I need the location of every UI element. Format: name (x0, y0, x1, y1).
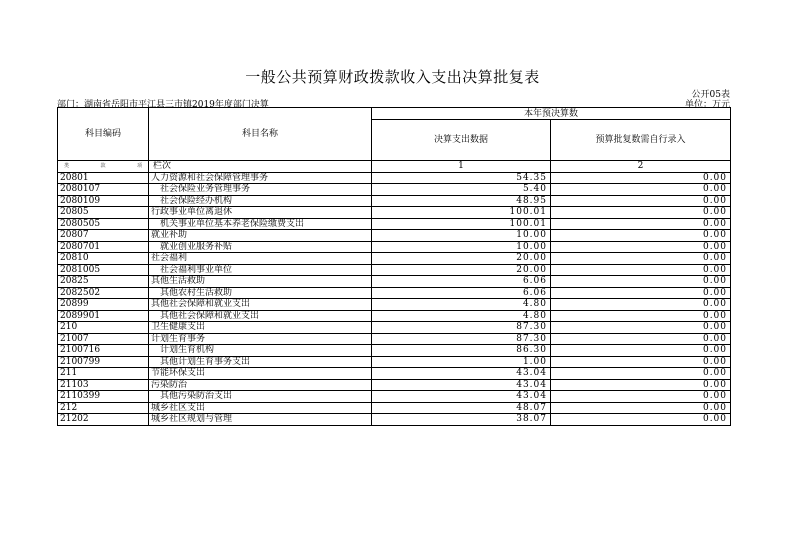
row-value-budget: 0.00 (551, 310, 731, 322)
table-row (58, 207, 731, 219)
row-value-actual: 100.01 (372, 207, 551, 219)
table-row (58, 368, 731, 380)
row-value-budget: 0.00 (551, 195, 731, 207)
table-row (58, 287, 731, 299)
row-value-budget: 0.00 (551, 333, 731, 345)
row-code: 2100716 (58, 345, 149, 357)
row-name: 就业补助 (149, 230, 372, 242)
table-row (58, 310, 731, 322)
row-value-actual: 20.00 (372, 253, 551, 265)
row-code: 210 (58, 322, 149, 334)
row-name: 机关事业单位基本养老保险缴费支出 (149, 218, 372, 230)
row-code: 21202 (58, 414, 149, 426)
budget-table (57, 107, 731, 426)
table-row (58, 345, 731, 357)
table-row (58, 333, 731, 345)
row-name: 社会保险经办机构 (149, 195, 372, 207)
department-label: 部门：湖南省岳阳市平江县三市镇2019年度部门决算 (57, 100, 269, 110)
row-value-budget: 0.00 (551, 241, 731, 253)
row-value-actual: 4.80 (372, 299, 551, 311)
row-value-budget: 0.00 (551, 368, 731, 380)
row-name: 节能环保支出 (149, 368, 372, 380)
sub-label-item: 项 (136, 163, 142, 170)
row-code: 20805 (58, 207, 149, 219)
row-value-actual: 38.07 (372, 414, 551, 426)
row-value-actual: 20.00 (372, 264, 551, 276)
row-value-budget: 0.00 (551, 230, 731, 242)
sub-label-class: 类 (64, 163, 70, 170)
row-name: 社会福利事业单位 (149, 264, 372, 276)
row-value-budget: 0.00 (551, 414, 731, 426)
row-code: 2100799 (58, 356, 149, 368)
row-name: 卫生健康支出 (149, 322, 372, 334)
row-value-budget: 0.00 (551, 402, 731, 414)
row-code: 20801 (58, 172, 149, 184)
table-row (58, 218, 731, 230)
row-value-actual: 48.95 (372, 195, 551, 207)
code-header: 科目编码 (58, 108, 149, 161)
table-row (58, 276, 731, 288)
row-value-budget: 0.00 (551, 391, 731, 403)
row-value-actual: 54.35 (372, 172, 551, 184)
row-value-budget: 0.00 (551, 345, 731, 357)
row-value-actual: 48.07 (372, 402, 551, 414)
page-title: 一般公共预算财政拨款收入支出决算批复表 (245, 68, 540, 86)
row-value-actual: 87.30 (372, 322, 551, 334)
table-row (58, 264, 731, 276)
row-code: 20810 (58, 253, 149, 265)
row-value-budget: 0.00 (551, 218, 731, 230)
table-row (58, 230, 731, 242)
row-value-actual: 100.01 (372, 218, 551, 230)
sub-labels-cell (58, 161, 149, 173)
row-code: 2080109 (58, 195, 149, 207)
row-name: 其他生活救助 (149, 276, 372, 288)
row-name: 其他社会保障和就业支出 (149, 299, 372, 311)
row-value-actual: 5.40 (372, 184, 551, 196)
table-row (58, 379, 731, 391)
table-row (58, 299, 731, 311)
row-value-budget: 0.00 (551, 207, 731, 219)
row-name: 行政事业单位离退休 (149, 207, 372, 219)
row-value-budget: 0.00 (551, 184, 731, 196)
row-name: 城乡社区规划与管理 (149, 414, 372, 426)
unit-label: 单位：万元 (684, 100, 730, 110)
row-code: 2080107 (58, 184, 149, 196)
row-code: 20825 (58, 276, 149, 288)
table-row (58, 184, 731, 196)
row-value-actual: 86.30 (372, 345, 551, 357)
row-value-budget: 0.00 (551, 253, 731, 265)
col2-header: 预算批复数需自行录入 (551, 120, 731, 161)
table-row (58, 241, 731, 253)
table-row (58, 195, 731, 207)
row-value-actual: 10.00 (372, 230, 551, 242)
row-code: 20899 (58, 299, 149, 311)
row-code: 20807 (58, 230, 149, 242)
row-name: 其他社会保障和就业支出 (149, 310, 372, 322)
row-value-budget: 0.00 (551, 356, 731, 368)
table-row (58, 172, 731, 184)
row-value-actual: 43.04 (372, 391, 551, 403)
row-code: 2082502 (58, 287, 149, 299)
row-value-budget: 0.00 (551, 287, 731, 299)
col1-header: 决算支出数据 (372, 120, 551, 161)
row-code: 2081005 (58, 264, 149, 276)
header-row-group (58, 108, 731, 120)
row-name: 其他污染防治支出 (149, 391, 372, 403)
row-name: 人力资源和社会保障管理事务 (149, 172, 372, 184)
table-row (58, 414, 731, 426)
row-name: 污染防治 (149, 379, 372, 391)
sub-label-section: 款 (100, 163, 106, 170)
row-value-actual: 1.00 (372, 356, 551, 368)
index-1: 1 (372, 161, 551, 173)
row-code: 21007 (58, 333, 149, 345)
row-value-budget: 0.00 (551, 299, 731, 311)
row-name: 社会福利 (149, 253, 372, 265)
row-value-actual: 4.80 (372, 310, 551, 322)
table-row (58, 402, 731, 414)
index-label: 栏次 (149, 161, 372, 173)
row-code: 21103 (58, 379, 149, 391)
row-code: 211 (58, 368, 149, 380)
name-header: 科目名称 (149, 108, 372, 161)
table-row (58, 322, 731, 334)
row-name: 其他计划生育事务支出 (149, 356, 372, 368)
row-name: 其他农村生活救助 (149, 287, 372, 299)
row-code: 2080701 (58, 241, 149, 253)
row-name: 城乡社区支出 (149, 402, 372, 414)
row-name: 计划生育事务 (149, 333, 372, 345)
table-row (58, 253, 731, 265)
row-code: 212 (58, 402, 149, 414)
table-row (58, 356, 731, 368)
row-code: 2089901 (58, 310, 149, 322)
row-value-actual: 87.30 (372, 333, 551, 345)
row-value-budget: 0.00 (551, 276, 731, 288)
row-name: 社会保险业务管理事务 (149, 184, 372, 196)
group-header: 本年预决算数 (372, 108, 731, 120)
row-name: 就业创业服务补贴 (149, 241, 372, 253)
form-number: 公开05表 (691, 90, 730, 100)
row-value-actual: 6.06 (372, 276, 551, 288)
row-value-budget: 0.00 (551, 264, 731, 276)
row-code: 2080505 (58, 218, 149, 230)
row-code: 2110399 (58, 391, 149, 403)
index-2: 2 (551, 161, 731, 173)
index-row (58, 161, 731, 173)
row-value-actual: 43.04 (372, 379, 551, 391)
row-value-actual: 6.06 (372, 287, 551, 299)
row-value-actual: 43.04 (372, 368, 551, 380)
table-row (58, 391, 731, 403)
row-name: 计划生育机构 (149, 345, 372, 357)
row-value-budget: 0.00 (551, 172, 731, 184)
row-value-actual: 10.00 (372, 241, 551, 253)
row-value-budget: 0.00 (551, 322, 731, 334)
row-value-budget: 0.00 (551, 379, 731, 391)
